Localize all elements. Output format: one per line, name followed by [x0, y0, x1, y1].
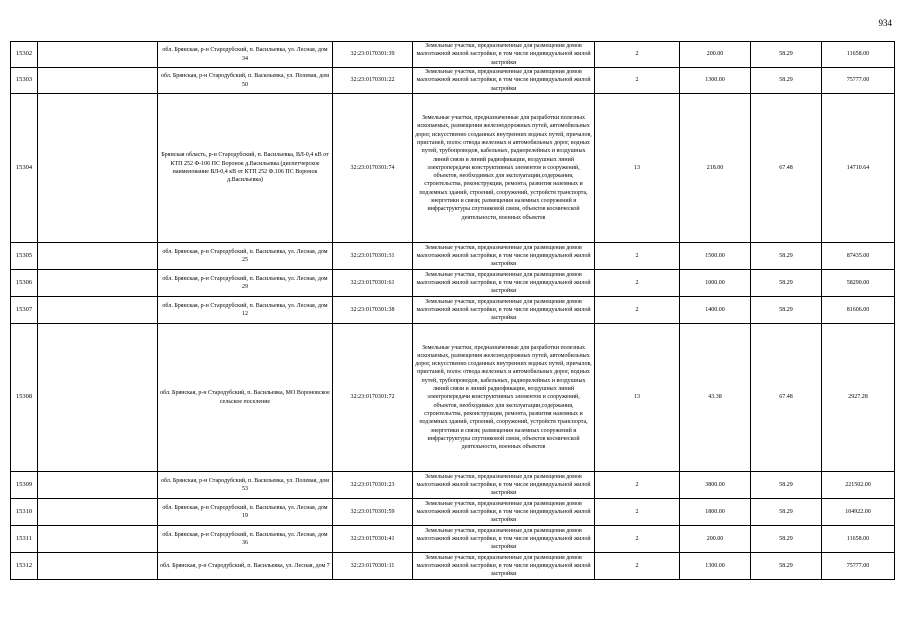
cadastral-value-cell: 75777.00 — [822, 68, 895, 94]
area-cell: 43.38 — [680, 324, 751, 472]
table-row — [11, 472, 895, 499]
address-cell: обл. Брянская, р-н Стародубский, п. Васильевка, ул. Полевая, дом 50 — [158, 68, 333, 94]
cadastral-value-cell: 14710.64 — [822, 94, 895, 243]
cadastral-number-cell: 32:23:0170301:11 — [333, 553, 413, 580]
rate-cell: 58.29 — [751, 472, 822, 499]
group-cell: 2 — [595, 270, 680, 297]
area-cell: 200.00 — [680, 42, 751, 68]
area-cell: 1300.00 — [680, 68, 751, 94]
page-number: 934 — [878, 18, 892, 28]
blank-cell — [38, 270, 158, 297]
cadastral-value-cell: 221502.00 — [822, 472, 895, 499]
row-id: 15306 — [11, 270, 38, 297]
row-id: 15308 — [11, 324, 38, 472]
address-cell: Брянская область, р-н Стародубский, п. Васильевка, ВЛ-0,4 кВ от КТП 252 Ф-106 ПС Воронок д.Васильевка (диспетчерское наименование ВЛ-0,4 кВ от КТП 252 Ф.106 ПС Воронок д.Васильевка) — [158, 94, 333, 243]
rate-cell: 67.48 — [751, 324, 822, 472]
area-cell: 3800.00 — [680, 472, 751, 499]
address-cell: обл. Брянская, р-н Стародубский, п. Васильевка, ул. Полевая, дом 53 — [158, 472, 333, 499]
permitted-use-cell: Земельные участки, предназначенные для разработки полезных ископаемых, размещения железнодорожных путей, автомобильных дорог, искусственно созданных внутренних водных путей, причалов, пристаней, полос отвода железных и автомобильных дорог, водных путей, трубопроводов, кабельных, радиорелейных и воздушных линий связи и линий радиофикации, воздушных линий электропередачи конструктивных элементов и сооружений, объектов, необходимых для эксплуатации,содержания, строительства, реконструкции, ремонта, развития наземных и подземных зданий, строений, сооружений, устройств транспорта, энергетики и связи; размещения наземных сооружений и инфраструктуры спутниковой связи, объектов космической деятельности, военных объектов — [413, 94, 595, 243]
row-id: 15305 — [11, 243, 38, 270]
address-cell: обл. Брянская, р-н Стародубский, п. Васильевка, ул. Лесная, дом 29 — [158, 270, 333, 297]
table-row — [11, 68, 895, 94]
blank-cell — [38, 472, 158, 499]
cadastral-number-cell: 32:23:0170301:31 — [333, 243, 413, 270]
cadastral-value-cell: 11658.00 — [822, 42, 895, 68]
cadastral-value-cell: 104922.00 — [822, 499, 895, 526]
table-row — [11, 42, 895, 68]
table-row — [11, 324, 895, 472]
area-cell: 1500.00 — [680, 243, 751, 270]
area-cell: 1800.00 — [680, 499, 751, 526]
cadastral-value-cell: 75777.00 — [822, 553, 895, 580]
permitted-use-cell: Земельные участки, предназначенные для размещения домов малоэтажной жилой застройки, в том числе индивидуальной жилой застройки — [413, 297, 595, 324]
permitted-use-cell: Земельные участки, предназначенные для размещения домов малоэтажной жилой застройки, в том числе индивидуальной жилой застройки — [413, 526, 595, 553]
address-cell: обл. Брянская, р-н Стародубский, п. Васильевка, ул. Лесная, дом 36 — [158, 526, 333, 553]
blank-cell — [38, 324, 158, 472]
cadastral-number-cell: 32:23:0170301:72 — [333, 324, 413, 472]
blank-cell — [38, 553, 158, 580]
table-row — [11, 553, 895, 580]
rate-cell: 58.29 — [751, 553, 822, 580]
row-id: 15309 — [11, 472, 38, 499]
rate-cell: 58.29 — [751, 243, 822, 270]
permitted-use-cell: Земельные участки, предназначенные для размещения домов малоэтажной жилой застройки, в том числе индивидуальной жилой застройки — [413, 68, 595, 94]
blank-cell — [38, 297, 158, 324]
blank-cell — [38, 526, 158, 553]
area-cell: 200.00 — [680, 526, 751, 553]
table-row — [11, 526, 895, 553]
rate-cell: 58.29 — [751, 270, 822, 297]
blank-cell — [38, 94, 158, 243]
blank-cell — [38, 243, 158, 270]
group-cell: 2 — [595, 499, 680, 526]
permitted-use-cell: Земельные участки, предназначенные для размещения домов малоэтажной жилой застройки, в том числе индивидуальной жилой застройки — [413, 42, 595, 68]
table-row — [11, 499, 895, 526]
permitted-use-cell: Земельные участки, предназначенные для размещения домов малоэтажной жилой застройки, в том числе индивидуальной жилой застройки — [413, 472, 595, 499]
permitted-use-cell: Земельные участки, предназначенные для размещения домов малоэтажной жилой застройки, в том числе индивидуальной жилой застройки — [413, 499, 595, 526]
row-id: 15310 — [11, 499, 38, 526]
address-cell: обл. Брянская, р-н Стародубский, п. Васильевка, ул. Лесная, дом 34 — [158, 42, 333, 68]
land-registry-table — [10, 41, 895, 580]
group-cell: 2 — [595, 68, 680, 94]
table-body — [11, 42, 895, 580]
address-cell: обл. Брянская, р-н Стародубский, п. Васильевка, ул. Лесная, дом 12 — [158, 297, 333, 324]
cadastral-value-cell: 87435.00 — [822, 243, 895, 270]
rate-cell: 58.29 — [751, 68, 822, 94]
table-row — [11, 297, 895, 324]
row-id: 15307 — [11, 297, 38, 324]
permitted-use-cell: Земельные участки, предназначенные для размещения домов малоэтажной жилой застройки, в том числе индивидуальной жилой застройки — [413, 553, 595, 580]
cadastral-number-cell: 32:23:0170301:74 — [333, 94, 413, 243]
cadastral-number-cell: 32:23:0170301:61 — [333, 270, 413, 297]
cadastral-number-cell: 32:23:0170301:23 — [333, 472, 413, 499]
table-row — [11, 270, 895, 297]
cadastral-value-cell: 2927.28 — [822, 324, 895, 472]
cadastral-number-cell: 32:23:0170301:39 — [333, 42, 413, 68]
cadastral-value-cell: 11658.00 — [822, 526, 895, 553]
rate-cell: 58.29 — [751, 42, 822, 68]
row-id: 15302 — [11, 42, 38, 68]
area-cell: 218.00 — [680, 94, 751, 243]
permitted-use-cell: Земельные участки, предназначенные для разработки полезных ископаемых, размещения железнодорожных путей, автомобильных дорог, искусственно созданных внутренних водных путей, причалов, пристаней, полос отвода железных и автомобильных дорог, водных путей, трубопроводов, кабельных, радиорелейных и воздушных линий связи и линий радиофикации, воздушных линий электропередачи конструктивных элементов и сооружений, объектов, необходимых для эксплуатации,содержания, строительства, реконструкции, ремонта, развития наземных и подземных зданий, строений, сооружений, устройств транспорта, энергетики и связи; размещения наземных сооружений и инфраструктуры спутниковой связи, объектов космической деятельности, военных объектов — [413, 324, 595, 472]
group-cell: 2 — [595, 243, 680, 270]
address-cell: обл. Брянская, р-н Стародубский, п. Васильевка, МО Вороновское сельское поселение — [158, 324, 333, 472]
cadastral-value-cell: 58290.00 — [822, 270, 895, 297]
area-cell: 1400.00 — [680, 297, 751, 324]
cadastral-number-cell: 32:23:0170301:22 — [333, 68, 413, 94]
row-id: 15311 — [11, 526, 38, 553]
table-row — [11, 94, 895, 243]
address-cell: обл. Брянская, р-н Стародубский, п. Васильевка, ул. Лесная, дом 19 — [158, 499, 333, 526]
group-cell: 2 — [595, 472, 680, 499]
row-id: 15303 — [11, 68, 38, 94]
row-id: 15304 — [11, 94, 38, 243]
blank-cell — [38, 68, 158, 94]
permitted-use-cell: Земельные участки, предназначенные для размещения домов малоэтажной жилой застройки, в том числе индивидуальной жилой застройки — [413, 270, 595, 297]
permitted-use-cell: Земельные участки, предназначенные для размещения домов малоэтажной жилой застройки, в том числе индивидуальной жилой застройки — [413, 243, 595, 270]
group-cell: 13 — [595, 94, 680, 243]
group-cell: 2 — [595, 526, 680, 553]
rate-cell: 58.29 — [751, 526, 822, 553]
group-cell: 2 — [595, 553, 680, 580]
group-cell: 2 — [595, 297, 680, 324]
area-cell: 1300.00 — [680, 553, 751, 580]
address-cell: обл. Брянская, р-н Стародубский, п. Васильевка, ул. Лесная, дом 25 — [158, 243, 333, 270]
rate-cell: 67.48 — [751, 94, 822, 243]
cadastral-value-cell: 81606.00 — [822, 297, 895, 324]
rate-cell: 58.29 — [751, 297, 822, 324]
blank-cell — [38, 42, 158, 68]
row-id: 15312 — [11, 553, 38, 580]
group-cell: 2 — [595, 42, 680, 68]
cadastral-number-cell: 32:23:0170301:41 — [333, 526, 413, 553]
rate-cell: 58.29 — [751, 499, 822, 526]
cadastral-number-cell: 32:23:0170301:38 — [333, 297, 413, 324]
cadastral-number-cell: 32:23:0170301:59 — [333, 499, 413, 526]
table-row — [11, 243, 895, 270]
blank-cell — [38, 499, 158, 526]
address-cell: обл. Брянская, р-н Стародубский, п. Васильевка, ул. Лесная, дом 7 — [158, 553, 333, 580]
group-cell: 13 — [595, 324, 680, 472]
area-cell: 1000.00 — [680, 270, 751, 297]
